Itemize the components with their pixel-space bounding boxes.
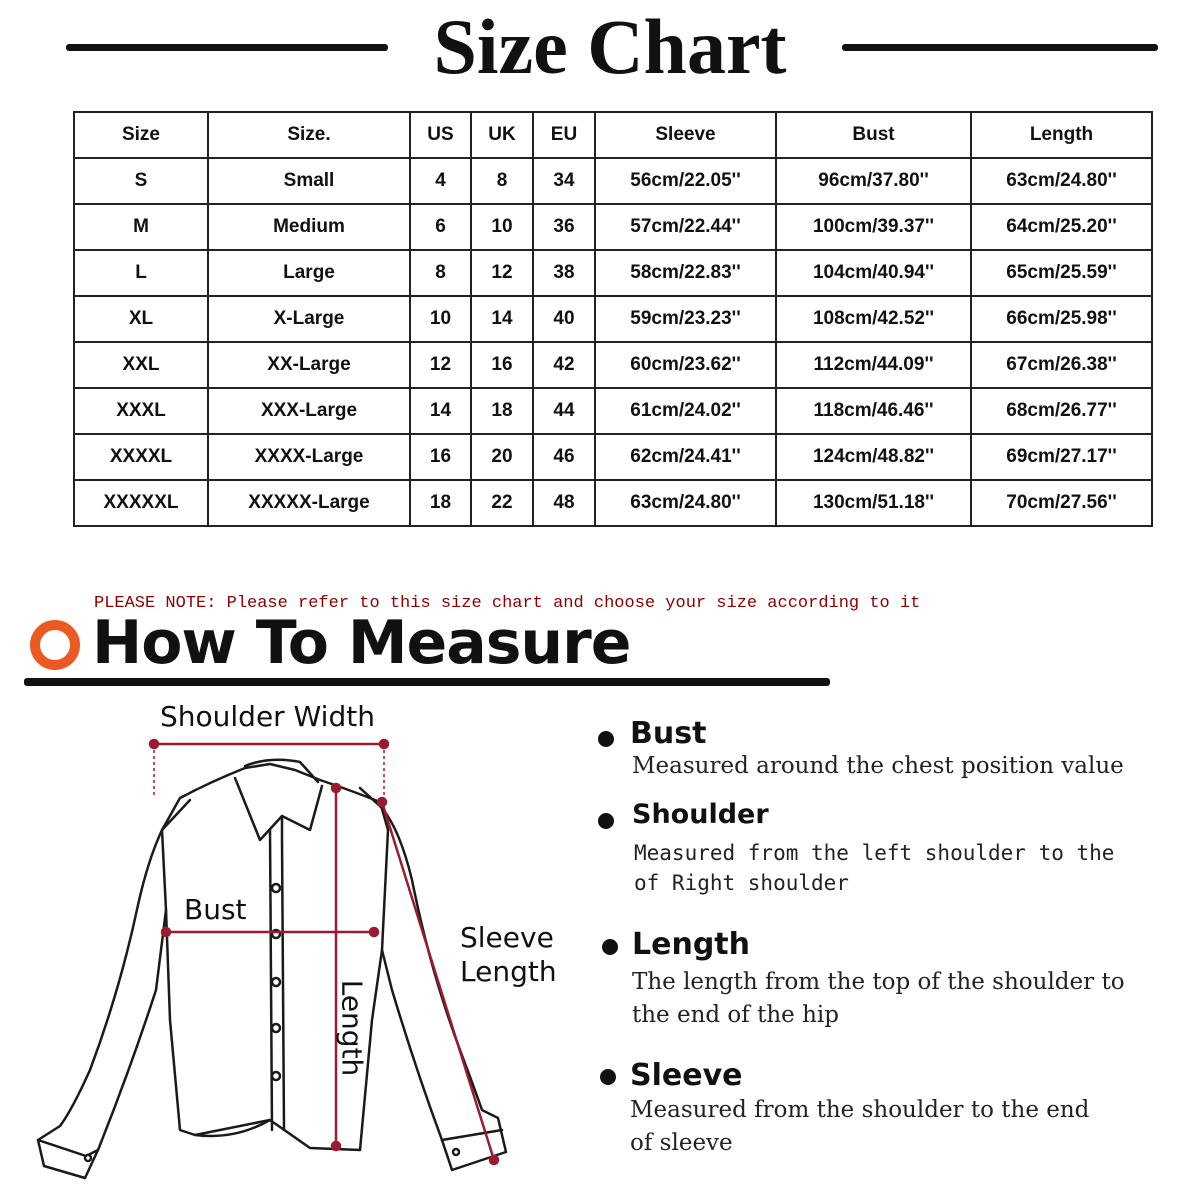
cell-length: 70cm/27.56'' (971, 480, 1152, 526)
guide-length-desc-line2: the end of the hip (632, 1002, 839, 1028)
guide-bust-title: Bust (630, 716, 707, 751)
sleeve-length-label-line2: Length (460, 955, 557, 988)
cell-sleeve: 57cm/22.44'' (595, 204, 776, 250)
cell-sleeve: 56cm/22.05'' (595, 158, 776, 204)
size-note: PLEASE NOTE: Please refer to this size chart and choose your size according to it (94, 594, 921, 613)
cell-bust: 118cm/46.46'' (776, 388, 971, 434)
orange-ring-icon (30, 620, 80, 670)
cell-size-name: Medium (208, 204, 410, 250)
title-rule-right (842, 44, 1158, 51)
cell-eu: 44 (533, 388, 595, 434)
cell-size-name: Large (208, 250, 410, 296)
table-row (74, 250, 1152, 296)
cell-bust: 96cm/37.80'' (776, 158, 971, 204)
sleeve-bullet-icon (600, 1069, 616, 1085)
col-header-bust: Bust (776, 112, 971, 158)
page-title: Size Chart (433, 3, 787, 90)
cell-uk: 22 (471, 480, 533, 526)
cell-size-name: XXX-Large (208, 388, 410, 434)
cell-uk: 12 (471, 250, 533, 296)
cell-us: 10 (410, 296, 471, 342)
cell-us: 18 (410, 480, 471, 526)
cell-us: 16 (410, 434, 471, 480)
length-bullet-icon (602, 939, 618, 955)
col-header-size-name: Size. (208, 112, 410, 158)
how-to-measure-title: How To Measure (92, 608, 631, 678)
cell-length: 69cm/27.17'' (971, 434, 1152, 480)
cell-size: XXXXL (74, 434, 208, 480)
cell-length: 65cm/25.59'' (971, 250, 1152, 296)
guide-sleeve-title: Sleeve (630, 1058, 743, 1093)
col-header-size: Size (74, 112, 208, 158)
cell-eu: 46 (533, 434, 595, 480)
col-header-sleeve: Sleeve (595, 112, 776, 158)
guide-bust-desc: Measured around the chest position value (632, 753, 1124, 779)
table-row (74, 480, 1152, 526)
cell-size: M (74, 204, 208, 250)
guide-shoulder-title: Shoulder (632, 799, 769, 830)
title-rule-left (66, 44, 388, 51)
cell-bust: 130cm/51.18'' (776, 480, 971, 526)
guide-shoulder-desc-line1: Measured from the left shoulder to the (634, 841, 1115, 865)
size-table (73, 111, 1153, 527)
table-row (74, 434, 1152, 480)
cell-bust: 100cm/39.37'' (776, 204, 971, 250)
cell-size: S (74, 158, 208, 204)
cell-sleeve: 63cm/24.80'' (595, 480, 776, 526)
guide-shoulder-desc-line2: of Right shoulder (634, 871, 849, 895)
cell-bust: 112cm/44.09'' (776, 342, 971, 388)
cell-size-name: XXXXX-Large (208, 480, 410, 526)
cell-eu: 36 (533, 204, 595, 250)
cell-sleeve: 61cm/24.02'' (595, 388, 776, 434)
cell-size: L (74, 250, 208, 296)
cell-length: 66cm/25.98'' (971, 296, 1152, 342)
guide-length-title: Length (632, 927, 750, 962)
cell-eu: 40 (533, 296, 595, 342)
cell-sleeve: 59cm/23.23'' (595, 296, 776, 342)
col-header-us: US (410, 112, 471, 158)
cell-sleeve: 58cm/22.83'' (595, 250, 776, 296)
cell-size: XXXL (74, 388, 208, 434)
cell-sleeve: 62cm/24.41'' (595, 434, 776, 480)
cell-size: XXXXXL (74, 480, 208, 526)
how-to-measure-rule (24, 678, 830, 686)
guide-length-desc-line1: The length from the top of the shoulder to (632, 969, 1125, 995)
cell-length: 63cm/24.80'' (971, 158, 1152, 204)
cell-us: 14 (410, 388, 471, 434)
col-header-eu: EU (533, 112, 595, 158)
bust-label: Bust (184, 893, 247, 926)
cell-us: 4 (410, 158, 471, 204)
cell-sleeve: 60cm/23.62'' (595, 342, 776, 388)
cell-bust: 108cm/42.52'' (776, 296, 971, 342)
cell-eu: 38 (533, 250, 595, 296)
cell-eu: 48 (533, 480, 595, 526)
cell-eu: 42 (533, 342, 595, 388)
cell-us: 6 (410, 204, 471, 250)
length-label: Length (335, 979, 369, 1077)
shoulder-bullet-icon (598, 813, 614, 829)
table-row (74, 158, 1152, 204)
cell-eu: 34 (533, 158, 595, 204)
cell-size-name: Small (208, 158, 410, 204)
cell-length: 67cm/26.38'' (971, 342, 1152, 388)
cell-uk: 14 (471, 296, 533, 342)
cell-size-name: XX-Large (208, 342, 410, 388)
cell-size: XXL (74, 342, 208, 388)
cell-uk: 16 (471, 342, 533, 388)
table-row (74, 296, 1152, 342)
cell-uk: 10 (471, 204, 533, 250)
col-header-length: Length (971, 112, 1152, 158)
cell-us: 12 (410, 342, 471, 388)
cell-bust: 104cm/40.94'' (776, 250, 971, 296)
cell-size-name: XXXX-Large (208, 434, 410, 480)
cell-uk: 18 (471, 388, 533, 434)
cell-uk: 20 (471, 434, 533, 480)
table-row (74, 204, 1152, 250)
col-header-uk: UK (471, 112, 533, 158)
cell-size-name: X-Large (208, 296, 410, 342)
cell-length: 68cm/26.77'' (971, 388, 1152, 434)
table-row (74, 342, 1152, 388)
guide-sleeve-desc-line1: Measured from the shoulder to the end (630, 1097, 1090, 1123)
cell-us: 8 (410, 250, 471, 296)
cell-size: XL (74, 296, 208, 342)
cell-uk: 8 (471, 158, 533, 204)
cell-length: 64cm/25.20'' (971, 204, 1152, 250)
guide-sleeve-desc-line2: of sleeve (630, 1130, 733, 1156)
bust-bullet-icon (598, 731, 614, 747)
table-row (74, 388, 1152, 434)
shoulder-width-label: Shoulder Width (160, 700, 375, 733)
cell-bust: 124cm/48.82'' (776, 434, 971, 480)
sleeve-length-label-line1: Sleeve (460, 921, 554, 954)
table-header-row (74, 112, 1152, 158)
